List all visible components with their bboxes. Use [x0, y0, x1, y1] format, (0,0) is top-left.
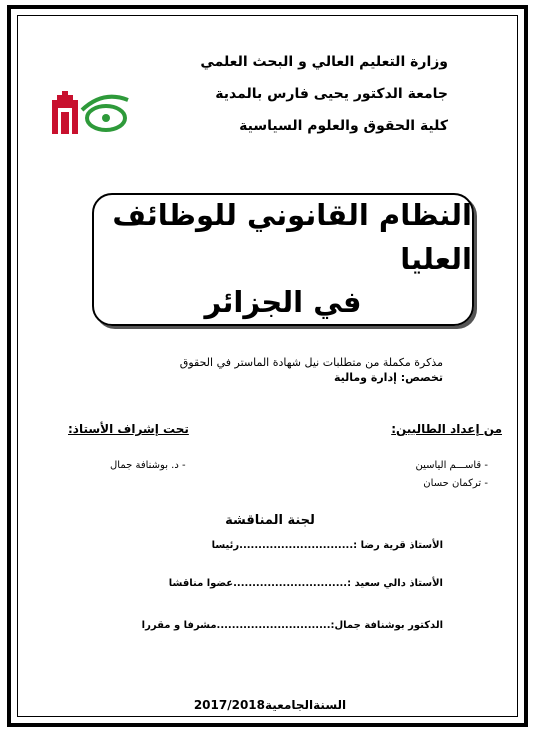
jury-member: الأستاذ دالي سعيد :..............................عضوا مناقشا: [168, 578, 443, 589]
academic-year: السنةالجامعية2017/2018: [193, 698, 347, 712]
university-name: جامعة الدكتور يحيى فارس بالمدية: [215, 86, 448, 102]
jury-member: الدكتور بوشنافة جمال:..............................مشرفا و مقررا: [141, 620, 443, 631]
university-logo: [48, 88, 130, 136]
supervisor-name: - د. بوشنافة جمال: [110, 460, 186, 471]
student-name: - تركمان حسان: [423, 478, 488, 489]
students-label: من إعداد الطالبين:: [391, 422, 502, 436]
student-name: - قاســـم الياسين: [415, 460, 488, 471]
thesis-title-box: [92, 193, 474, 326]
jury-title: لجنة المناقشة: [225, 513, 315, 528]
ministry-name: وزارة التعليم العالي و البحث العلمي: [200, 54, 448, 70]
supervisor-label: تحت إشراف الأستاذ:: [68, 422, 189, 436]
memo-description: مذكرة مكملة من متطلبات نيل شهادة الماستر في الحقوق: [179, 356, 443, 369]
jury-member: الأستاذ قرية رضا :..............................رئيسا: [211, 540, 443, 551]
memo-specialty: تخصص: إدارة ومالية: [333, 371, 443, 384]
thesis-title-line2: في الجزائر: [204, 285, 362, 320]
thesis-title-line1: النظام القانوني للوظائف العليا: [112, 198, 472, 276]
faculty-name: كلية الحقوق والعلوم السياسية: [239, 118, 448, 134]
